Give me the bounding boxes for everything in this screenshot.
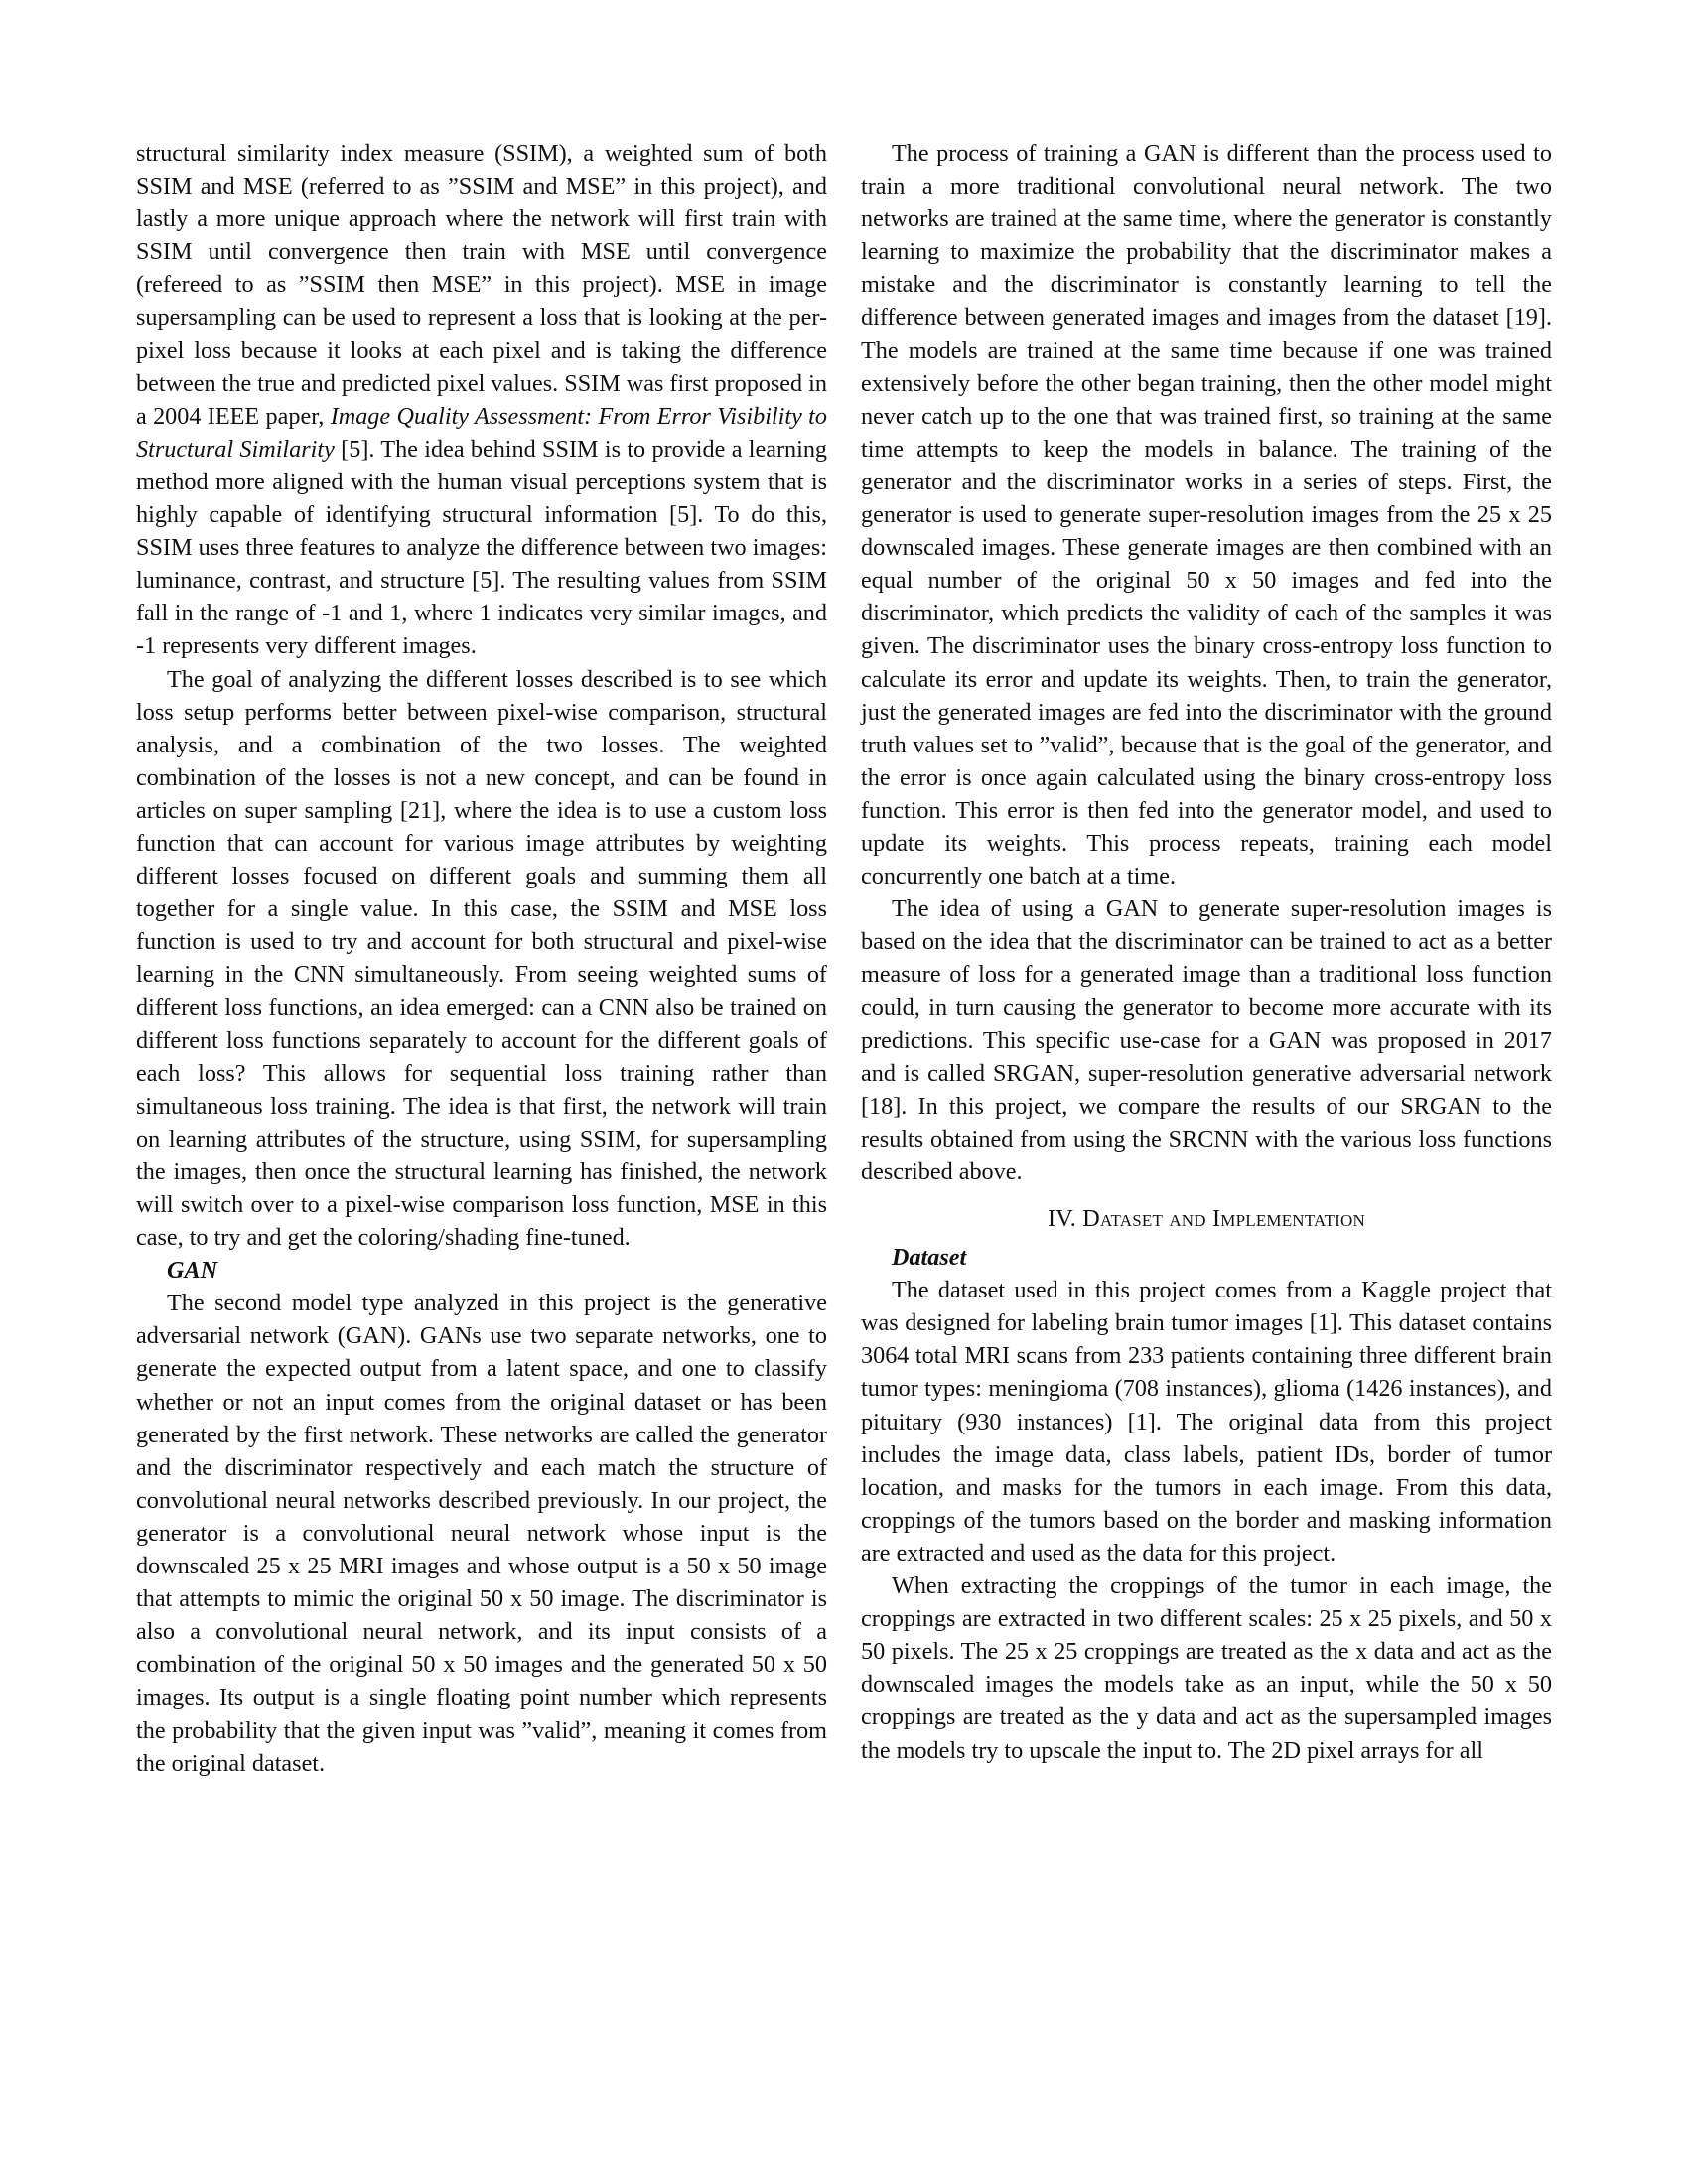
- paragraph-cropping-scales: When extracting the croppings of the tumor in each image, the croppings are extracted in two different scales: 25 x 25 pixels, and 50 x 50 pixels. The 25 x 25 croppings are treated as the x data and act as the downscaled images the models take as an input, while the 50 x 50 croppings are treated as the y data and act as the supersampled images the models try to upscale the input to. The 2D pixel arrays for all: [861, 1572, 1552, 1764]
- paragraph-ssim-description: [136, 137, 827, 663]
- subsection-heading-gan: GAN: [167, 1257, 218, 1285]
- paragraph-text: structural similarity index measure (SSIM), a weighted sum of both SSIM and MSE (referred to as ”SSIM and MSE” in this project), and lastly a more unique approach where the network will first train with SSIM until convergence then train with MSE until convergence (refereed to as ”SSIM then MSE” in this project). MSE in image supersampling can be used to represent a loss that is looking at the per-pixel loss because it looks at each pixel and is taking the difference between the true and predicted pixel values. SSIM was first proposed in a 2004 IEEE paper,: [136, 140, 827, 430]
- paragraph-loss-analysis: The goal of analyzing the different losses described is to see which loss setup performs better between pixel-wise comparison, structural analysis, and a combination of the two losses. The weighted combination of the losses is not a new concept, and can be found in articles on super sampling [21], where the idea is to use a custom loss function that can account for various image attributes by weighting different losses focused on different goals and summing them all together for a single value. In this case, the SSIM and MSE loss function is used to try and account for both structural and pixel-wise learning in the CNN simultaneously. From seeing weighted sums of different loss functions, an idea emerged: can a CNN also be trained on different loss functions separately to account for the different goals of each loss? This allows for sequential loss training rather than simultaneous loss training. The idea is that first, the network will train on learning attributes of the structure, using SSIM, for supersampling the images, then once the structural learning has finished, the network will switch over to a pixel-wise comparison loss function, MSE in this case, to try and get the coloring/shading fine-tuned.: [136, 665, 827, 1252]
- subsection-heading-dataset: Dataset: [892, 1244, 967, 1272]
- paragraph-text: [5]. The idea behind SSIM is to provide a learning method more aligned with the human visual perceptions system that is highly capable of identifying structural information [5]. To do this, SSIM uses three features to analyze the difference between two images: luminance, contrast, and structure [5]. The resulting values from SSIM fall in the range of -1 and 1, where 1 indicates very similar images, and -1 represents very different images.: [136, 435, 828, 660]
- cited-paper-title: Image Quality Assessment: From Error Visibility to Structural Similarity: [136, 402, 827, 463]
- paragraph-gan-training: The process of training a GAN is different than the process used to train a more traditional convolutional neural network. The two networks are trained at the same time, where the generator is constantly learning to maximize the probability that the discriminator makes a mistake and the discriminator is constantly learning to tell the difference between generated images and images from the dataset [19]. The models are trained at the same time because if one was trained extensively before the other began training, then the other model might never catch up to the one that was trained first, so training at the same time attempts to keep the models in balance. The training of the generator and the discriminator works in a series of steps. First, the generator is used to generate super-resolution images from the 25 x 25 downscaled images. These generate images are then combined with an equal number of the original 50 x 50 images and fed into the discriminator, which predicts the validity of each of the samples it was given. The discriminator uses the binary cross-entropy loss function to calculate its error and update its weights. Then, to train the generator, just the generated images are fed into the discriminator with the ground truth values set to ”valid”, because that is the goal of the generator, and the error is once again calculated using the binary cross-entropy loss function. This error is then fed into the generator model, and used to update its weights. This process repeats, training each model concurrently one batch at a time.: [861, 140, 1552, 890]
- paragraph-srgan: The idea of using a GAN to generate super-resolution images is based on the idea that the discriminator can be trained to act as a better measure of loss for a generated image than a traditional loss function could, in turn causing the generator to become more accurate with its predictions. This specific use-case for a GAN was proposed in 2017 and is called SRGAN, super-resolution generative adversarial network [18]. In this project, we compare the results of our SRGAN to the results obtained from using the SRCNN with the various loss functions described above.: [861, 895, 1552, 1185]
- section-title-dataset-implementation: IV. Dataset and Implementation: [1048, 1205, 1365, 1232]
- left-column: [136, 137, 827, 1780]
- right-column: [861, 137, 1552, 1767]
- paragraph-dataset-source: The dataset used in this project comes from a Kaggle project that was designed for labeling brain tumor images [1]. This dataset contains 3064 total MRI scans from 233 patients containing three different brain tumor types: meningioma (708 instances), glioma (1426 instances), and pituitary (930 instances) [1]. The original data from this project includes the image data, class labels, patient IDs, border of tumor location, and masks for the tumors in each image. From this data, croppings of the tumors based on the border and masking information are extracted and used as the data for this project.: [861, 1277, 1552, 1567]
- paragraph-gan-intro: The second model type analyzed in this project is the generative adversarial network (GAN). GANs use two separate networks, one to generate the expected output from a latent space, and one to classify whether or not an input comes from the original dataset or has been generated by the first network. These networks are called the generator and the discriminator respectively and each match the structure of convolutional neural networks described previously. In our project, the generator is a convolutional neural network whose input is the downscaled 25 x 25 MRI images and whose output is a 50 x 50 image that attempts to mimic the original 50 x 50 image. The discriminator is also a convolutional neural network, and its input consists of a combination of the original 50 x 50 images and the generated 50 x 50 images. Its output is a single floating point number which represents the probability that the given input was ”valid”, meaning it comes from the original dataset.: [136, 1290, 827, 1777]
